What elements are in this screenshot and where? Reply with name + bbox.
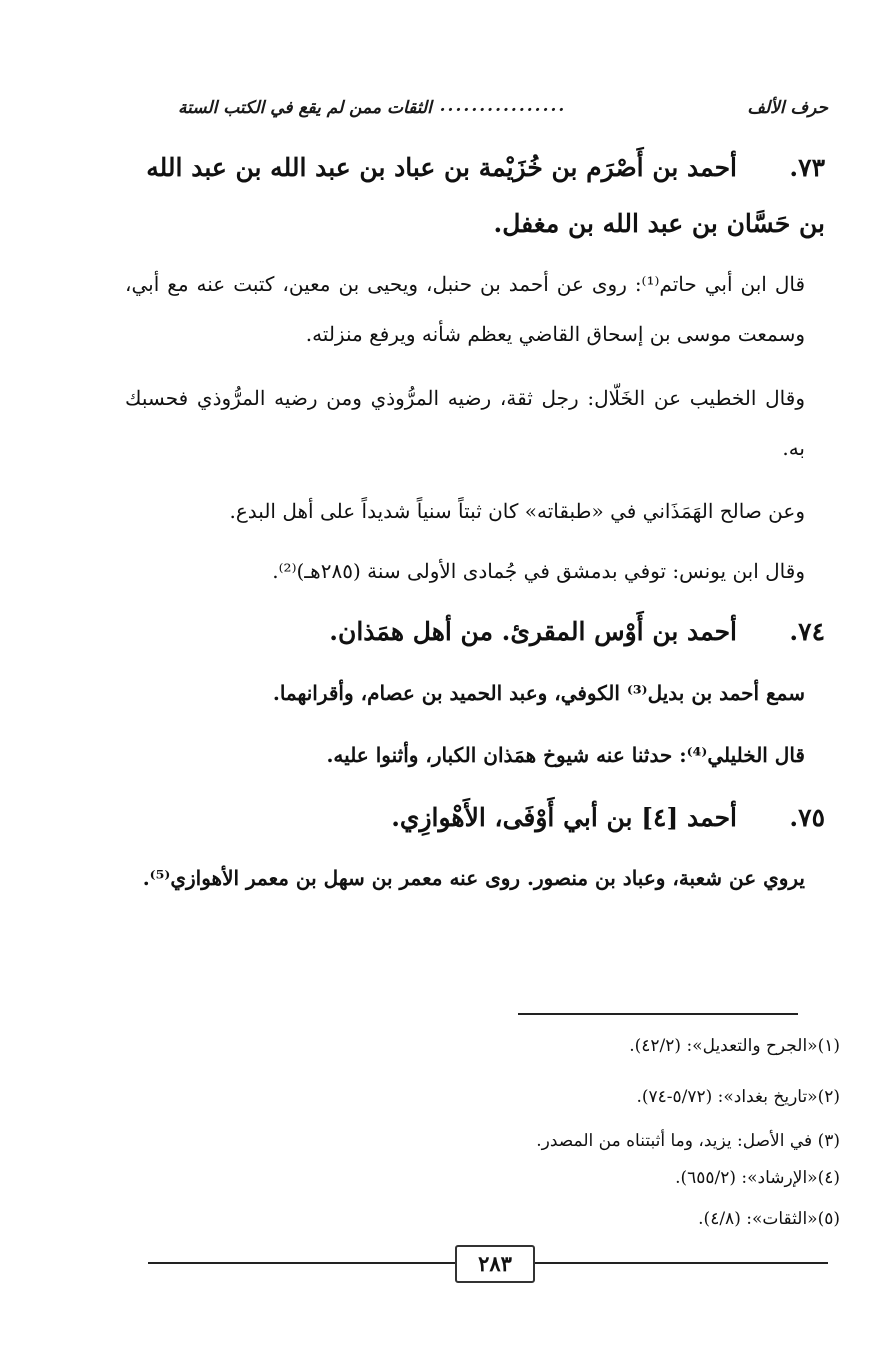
- entry-73-heading: [135, 140, 825, 252]
- footnote-2: (٢)«تاريخ بغداد»: (٥/٧٢-٧٤).: [636, 1087, 840, 1107]
- entry-title: أحمد بن أَصْرَم بن خُزَيْمة بن عباد بن عبد الله بن عبد الله بن حَسَّان بن عبد الله بن مغفل.: [146, 153, 825, 238]
- entry-title: أحمد [٤] بن أبي أَوْفَى، الأَهْوازِي.: [391, 803, 737, 832]
- header-book-title: الثقات ممن لم يقع في الكتب الستة: [178, 98, 432, 118]
- entry-number: ٧٤.: [789, 617, 825, 646]
- entry-number: ٧٥.: [789, 803, 825, 832]
- page-number: ٢٨٣: [455, 1245, 535, 1283]
- paragraph-ibn-yunus: وقال ابن يونس: توفي بدمشق في جُمادى الأولى سنة (٢٨٥هـ)⁽²⁾.: [272, 559, 805, 583]
- entry-title: أحمد بن أَوْس المقرئ. من أهل همَذان.: [329, 617, 737, 646]
- header-chapter: حرف الألف: [747, 98, 828, 118]
- entry-number: ٧٣.: [789, 153, 825, 182]
- paragraph-khalili: قال الخليلي⁽⁴⁾: حدثنا عنه شيوخ همَذان الكبار، وأثنوا عليه.: [326, 743, 805, 767]
- footnote-3: (٣) في الأصل: يزيد، وما أثبتناه من المصدر.: [536, 1131, 840, 1151]
- footnote-4: (٤)«الإرشاد»: (٦٥٥/٢).: [675, 1168, 840, 1188]
- running-header: [178, 92, 828, 126]
- paragraph-salih-hamadhani: وعن صالح الهَمَذَاني في «طبقاته» كان ثبتاً سنياً شديداً على أهل البدع.: [229, 499, 805, 523]
- header-dots: ................: [439, 96, 567, 116]
- paragraph-ibn-abi-hatim: قال ابن أبي حاتم⁽¹⁾: روى عن أحمد بن حنبل، ويحيى بن معين، كتبت عنه مع أبي، وسمعت موسى بن إسحاق القاضي يعظم شأنه ويرفع منزلته.: [125, 272, 806, 346]
- paragraph-khatib: وقال الخطيب عن الخَلّال: رجل ثقة، رضيه المرُّوذي ومن رضيه المرُّوذي فحسبك به.: [125, 386, 805, 460]
- paragraph-shuba: يروي عن شعبة، وعباد بن منصور. روى عنه معمر بن سهل بن معمر الأهوازي⁽⁵⁾.: [142, 866, 805, 890]
- paragraph-ahmad-ibn-badil: سمع أحمد بن بديل⁽³⁾ الكوفي، وعبد الحميد بن عصام، وأقرانهما.: [272, 681, 805, 705]
- footnote-5: (٥)«الثقات»: (٤/٨).: [698, 1209, 840, 1229]
- entry-74-heading: [135, 604, 825, 660]
- footnote-1: (١)«الجرح والتعديل»: (٤٢/٢).: [629, 1036, 840, 1056]
- footnote-separator: [518, 1013, 798, 1015]
- entry-75-heading: [135, 790, 825, 846]
